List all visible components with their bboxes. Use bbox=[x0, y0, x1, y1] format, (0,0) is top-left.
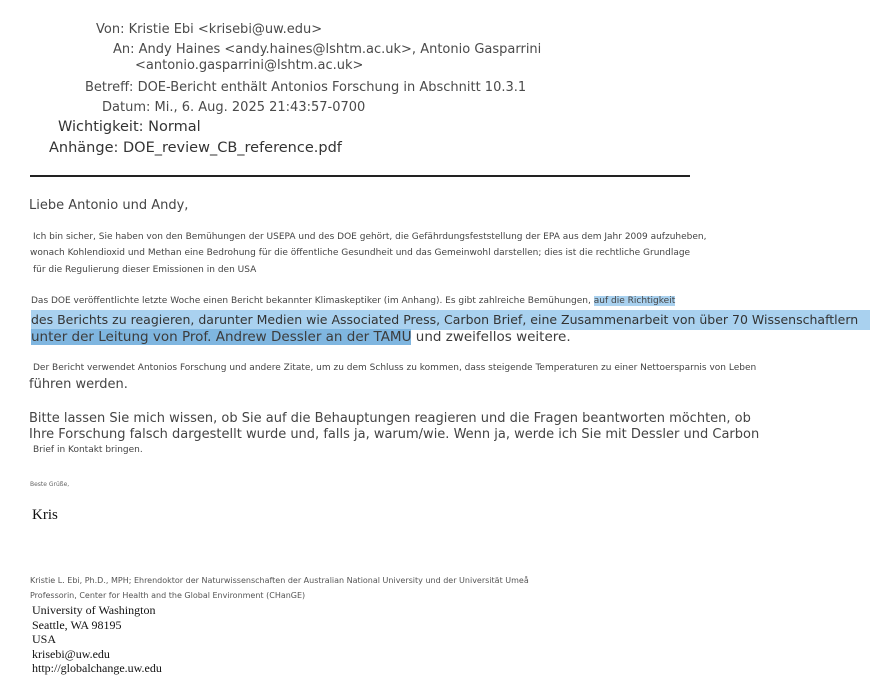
signature-line-1: Kristie L. Ebi, Ph.D., MPH; Ehrendoktor der Naturwissenschaften der Australian National University und der Universität Umeå bbox=[30, 576, 529, 585]
highlighted-text: auf die Richtigkeit bbox=[593, 296, 676, 306]
paragraph-2-line-2: des Berichts zu reagieren, darunter Medien wie Associated Press, Carbon Brief, eine Zusammenarbeit von über 70 Wissenschaftlern bbox=[31, 310, 870, 330]
signature-email[interactable]: krisebi@uw.edu bbox=[32, 647, 110, 661]
paragraph-2-line-3-text: und zweifellos weitere. bbox=[415, 329, 571, 345]
paragraph-3-line-2: führen werden. bbox=[29, 377, 128, 392]
from-row bbox=[96, 22, 322, 37]
importance-row bbox=[58, 119, 201, 135]
subject-row bbox=[85, 80, 526, 95]
from-label: Von: bbox=[96, 22, 125, 37]
signature-line-4: Seattle, WA 98195 bbox=[32, 618, 122, 632]
subject-label: Betreff: bbox=[85, 80, 134, 95]
signature-line-2: Professorin, Center for Health and the Global Environment (CHanGE) bbox=[30, 591, 306, 600]
paragraph-2-line-3 bbox=[31, 329, 571, 345]
paragraph-1-line-2: wonach Kohlendioxid und Methan eine Bedrohung für die öffentliche Gesundheit und das Gemeinwohl darstellen; dies ist die rechtliche Grundlage bbox=[30, 248, 691, 258]
paragraph-2-line-1 bbox=[31, 296, 675, 306]
to-value: Andy Haines <andy.haines@lshtm.ac.uk>, Antonio Gasparrini bbox=[138, 42, 542, 57]
subject-value: DOE-Bericht enthält Antonios Forschung in Abschnitt 10.3.1 bbox=[137, 80, 527, 95]
date-row bbox=[102, 100, 365, 115]
attachments-row bbox=[49, 140, 342, 156]
to-label: An: bbox=[113, 42, 135, 57]
paragraph-4-line-1: Bitte lassen Sie mich wissen, ob Sie auf die Behauptungen reagieren und die Fragen beantworten möchten, ob bbox=[29, 411, 751, 426]
paragraph-2-line-1-text: Das DOE veröffentlichte letzte Woche einen Bericht bekannter Klimaskeptiker (im Anhang). Es gibt zahlreiche Bemühungen, bbox=[31, 296, 591, 306]
attachment-link[interactable]: DOE_review_CB_reference.pdf bbox=[123, 140, 342, 156]
greeting: Liebe Antonio und Andy, bbox=[29, 198, 189, 213]
paragraph-4-line-3: Brief in Kontakt bringen. bbox=[33, 445, 143, 455]
importance-label: Wichtigkeit: bbox=[58, 119, 144, 135]
header-divider bbox=[30, 175, 690, 177]
importance-value: Normal bbox=[148, 119, 201, 135]
date-value: Mi., 6. Aug. 2025 21:43:57-0700 bbox=[154, 100, 366, 115]
closing: Beste Grüße, bbox=[30, 481, 70, 488]
signature-line-5: USA bbox=[32, 632, 57, 646]
to-row-continued: <antonio.gasparrini@lshtm.ac.uk> bbox=[135, 58, 364, 73]
paragraph-1-line-3: für die Regulierung dieser Emissionen in den USA bbox=[33, 265, 257, 275]
highlighted-text: unter der Leitung von Prof. Andrew Dessler an der TAMU bbox=[31, 329, 412, 345]
attachments-label: Anhänge: bbox=[49, 140, 119, 156]
signature-name: Kris bbox=[32, 507, 58, 523]
from-value: Kristie Ebi <krisebi@uw.edu> bbox=[128, 22, 323, 37]
to-row bbox=[113, 42, 541, 57]
paragraph-3-line-1: Der Bericht verwendet Antonios Forschung und andere Zitate, um zu dem Schluss zu kommen, dass steigende Temperaturen zu einer Nettoersparnis von Leben bbox=[33, 363, 757, 373]
signature-line-3: University of Washington bbox=[32, 603, 156, 617]
paragraph-1-line-1: Ich bin sicher, Sie haben von den Bemühungen der USEPA und des DOE gehört, die Gefährdungsfeststellung der EPA aus dem Jahr 2009 aufzuheben, bbox=[33, 232, 707, 242]
date-label: Datum: bbox=[102, 100, 151, 115]
signature-website-link[interactable]: http://globalchange.uw.edu bbox=[32, 661, 162, 675]
paragraph-4-line-2: Ihre Forschung falsch dargestellt wurde und, falls ja, warum/wie. Wenn ja, werde ich Sie mit Dessler und Carbon bbox=[29, 427, 760, 442]
